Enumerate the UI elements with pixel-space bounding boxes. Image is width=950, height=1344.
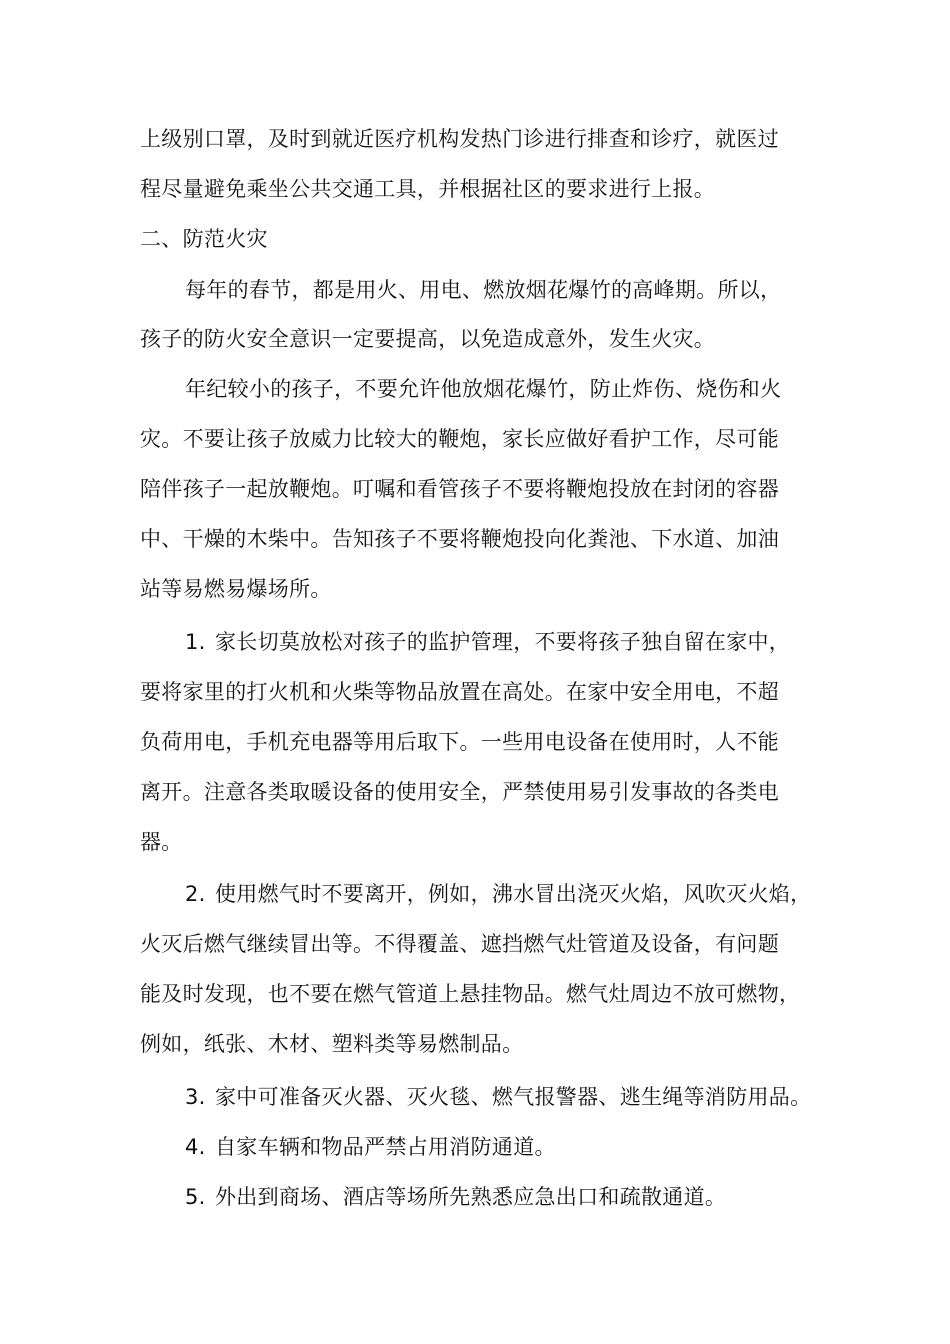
list-item-2-line-4: 例如，纸张、木材、塑料类等易燃制品。 <box>140 1032 524 1056</box>
list-item-1-line-4: 离开。注意各类取暖设备的使用安全，严禁使用易引发事故的各类电 <box>140 780 779 804</box>
list-number: 1. <box>185 630 206 654</box>
section-heading: 二、防范火灾 <box>140 227 268 251</box>
list-text: 使用燃气时不要离开，例如，沸水冒出浇灭火焰，风吹灭火焰， <box>215 882 812 906</box>
list-text: 家中可准备灭火器、灭火毯、燃气报警器、逃生绳等消防用品。 <box>215 1085 812 1109</box>
list-item-5 <box>185 1183 726 1211</box>
intro-line-1: 上级别口罩，及时到就近医疗机构发热门诊进行排查和诊疗，就医过 <box>140 127 779 151</box>
list-text: 家长切莫放松对孩子的监护管理，不要将孩子独自留在家中， <box>215 630 791 654</box>
list-item-3 <box>185 1083 811 1111</box>
list-item-4 <box>185 1133 556 1161</box>
list-item-2-line-3: 能及时发现，也不要在燃气管道上悬挂物品。燃气灶周边不放可燃物， <box>140 982 801 1006</box>
list-item-1-line-3: 负荷用电，手机充电器等用后取下。一些用电设备在使用时，人不能 <box>140 730 779 754</box>
list-number: 3. <box>185 1085 206 1109</box>
list-item-2-line-2: 火灭后燃气继续冒出等。不得覆盖、遮挡燃气灶管道及设备，有问题 <box>140 932 779 956</box>
paragraph-2-line-3: 陪伴孩子一起放鞭炮。叮嘱和看管孩子不要将鞭炮投放在封闭的容器 <box>140 477 779 501</box>
paragraph-1-line-1: 每年的春节，都是用火、用电、燃放烟花爆竹的高峰期。所以， <box>185 278 782 302</box>
intro-line-2: 程尽量避免乘坐公共交通工具，并根据社区的要求进行上报。 <box>140 177 716 201</box>
paragraph-2-line-4: 中、干燥的木柴中。告知孩子不要将鞭炮投向化粪池、下水道、加油 <box>140 527 779 551</box>
list-item-1-line-1 <box>185 628 790 656</box>
list-text: 外出到商场、酒店等场所先熟悉应急出口和疏散通道。 <box>215 1185 727 1209</box>
paragraph-1-line-2: 孩子的防火安全意识一定要提高，以免造成意外，发生火灾。 <box>140 327 716 351</box>
list-number: 4. <box>185 1135 206 1159</box>
paragraph-2-line-1: 年纪较小的孩子，不要允许他放烟花爆竹，防止炸伤、烧伤和火 <box>185 377 782 401</box>
list-text: 自家车辆和物品严禁占用消防通道。 <box>215 1135 556 1159</box>
list-number: 2. <box>185 882 206 906</box>
paragraph-2-line-5: 站等易燃易爆场所。 <box>140 577 332 601</box>
list-item-1-line-2: 要将家里的打火机和火柴等物品放置在高处。在家中安全用电，不超 <box>140 680 779 704</box>
list-item-1-line-5: 器。 <box>140 830 183 854</box>
list-number: 5. <box>185 1185 206 1209</box>
paragraph-2-line-2: 灾。不要让孩子放威力比较大的鞭炮，家长应做好看护工作，尽可能 <box>140 427 779 451</box>
list-item-2-line-1 <box>185 880 811 908</box>
